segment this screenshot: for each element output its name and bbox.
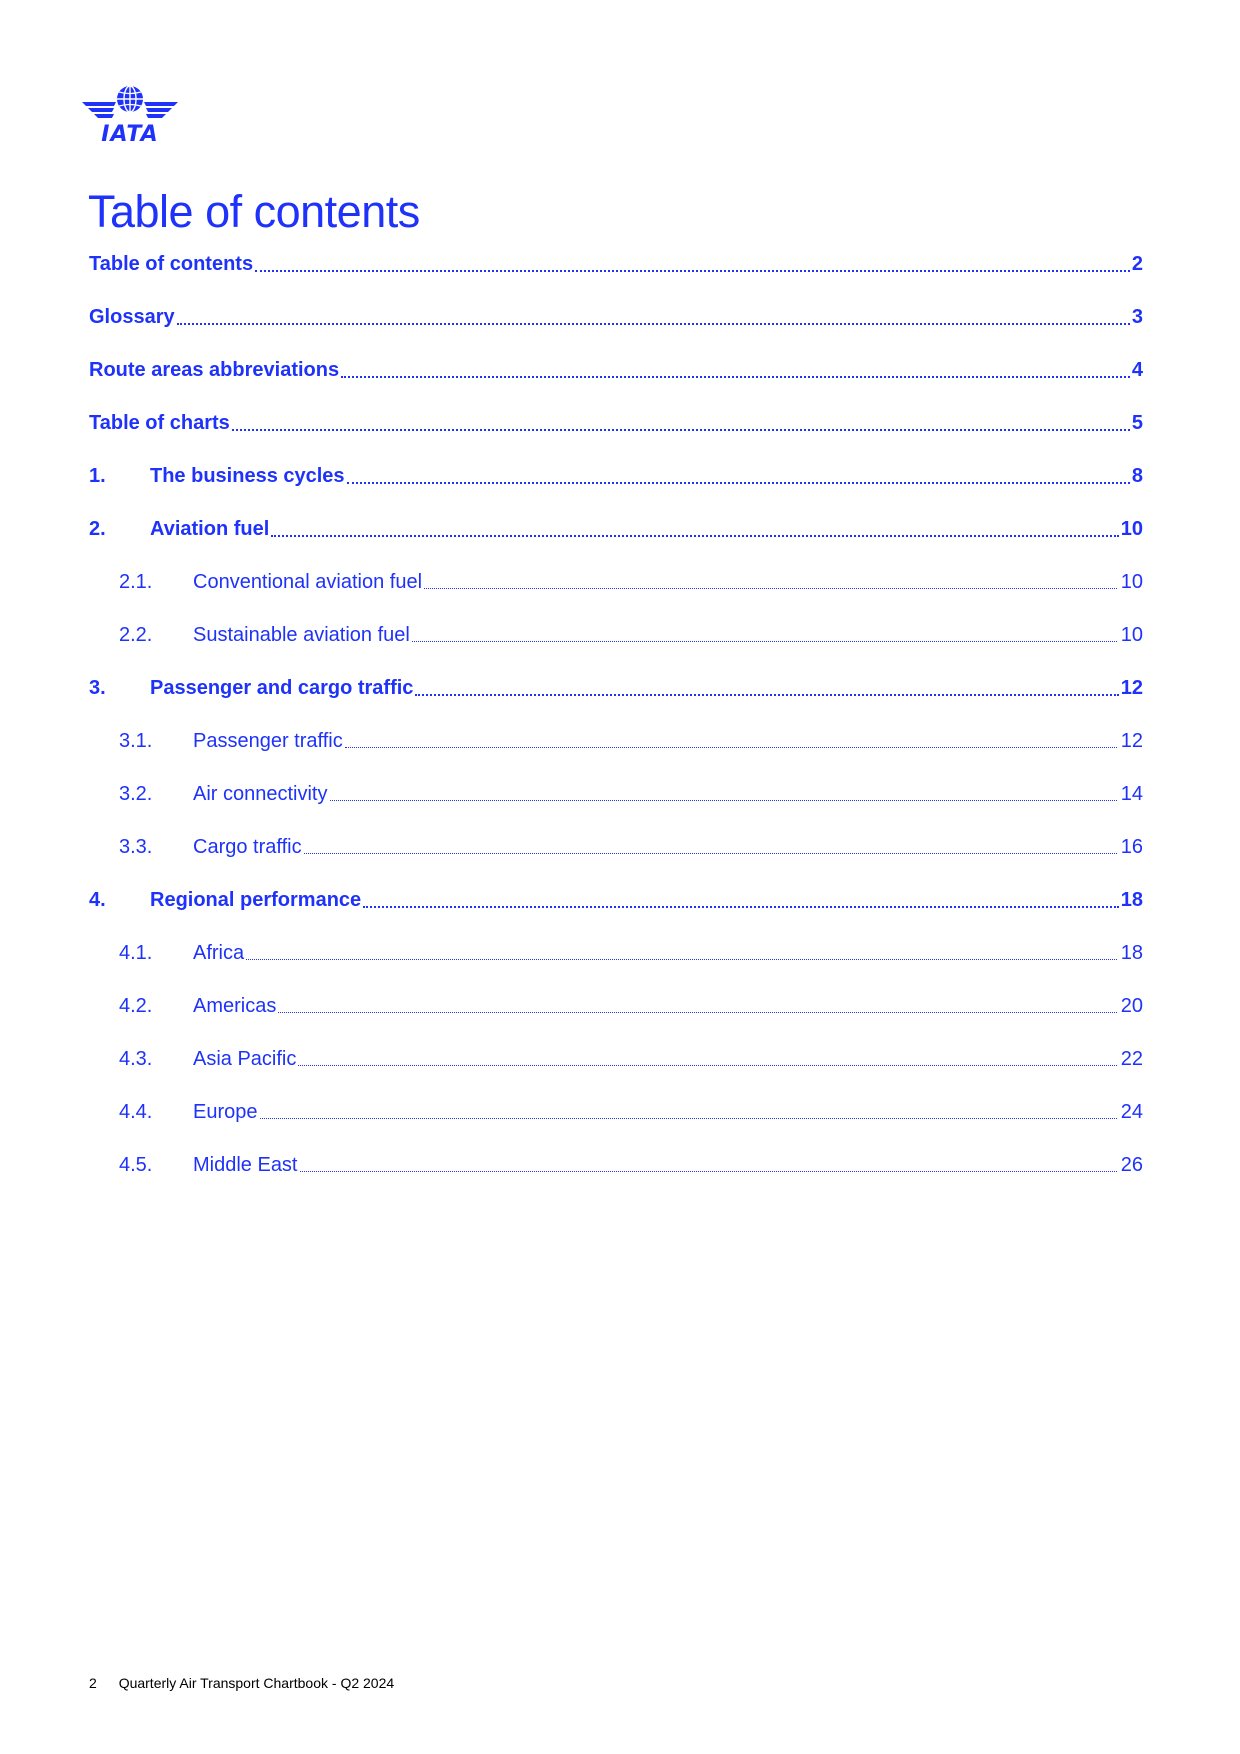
toc-entry-page[interactable]: 26	[1120, 1154, 1143, 1176]
toc-entry[interactable]	[89, 515, 1143, 568]
toc-entry[interactable]	[89, 939, 1143, 992]
toc-entry-page[interactable]: 24	[1120, 1101, 1143, 1123]
iata-logo	[80, 82, 180, 148]
toc-dot-leader	[300, 1151, 1117, 1172]
toc-entry[interactable]	[89, 621, 1143, 674]
toc-entry-page[interactable]: 2	[1131, 253, 1143, 275]
toc-entry-page[interactable]: 16	[1120, 836, 1143, 858]
toc-entry[interactable]	[89, 674, 1143, 727]
toc-entry-number: 4.3.	[119, 1048, 153, 1070]
toc-entry-title[interactable]: Africa	[193, 942, 245, 964]
toc-entry[interactable]	[89, 462, 1143, 515]
toc-dot-leader	[298, 1045, 1116, 1066]
footer-page-number: 2	[89, 1675, 97, 1691]
toc-dot-leader	[177, 303, 1130, 325]
globe-wings-icon	[80, 82, 180, 126]
toc-entry-page[interactable]: 3	[1131, 306, 1143, 328]
toc-entry-number: 2.	[89, 518, 106, 540]
toc-entry-number: 2.2.	[119, 624, 153, 646]
toc-entry-number: 4.5.	[119, 1154, 153, 1176]
toc-entry-number: 3.	[89, 677, 106, 699]
toc-entry[interactable]	[89, 780, 1143, 833]
toc-dot-leader	[304, 833, 1117, 854]
toc-entry-page[interactable]: 14	[1120, 783, 1143, 805]
toc-entry-title[interactable]: Table of contents	[89, 253, 254, 275]
toc-entry-number: 2.1.	[119, 571, 153, 593]
toc-entry[interactable]	[89, 409, 1143, 462]
toc-dot-leader	[255, 250, 1130, 272]
toc-entry-page[interactable]: 12	[1120, 677, 1143, 699]
toc-entry-title[interactable]: Sustainable aviation fuel	[193, 624, 410, 646]
toc-entry-number: 4.1.	[119, 942, 153, 964]
toc-entry[interactable]	[89, 250, 1143, 303]
toc-dot-leader	[330, 780, 1117, 801]
toc-dot-leader	[232, 409, 1130, 431]
toc-entry-page[interactable]: 20	[1120, 995, 1143, 1017]
toc-dot-leader	[363, 886, 1119, 908]
toc-entry-title[interactable]: Middle East	[193, 1154, 298, 1176]
toc-entry-title[interactable]: Glossary	[89, 306, 175, 328]
toc-entry-title[interactable]: Americas	[193, 995, 277, 1017]
toc-dot-leader	[260, 1098, 1117, 1119]
toc-entry[interactable]	[89, 1098, 1143, 1151]
page-title: Table of contents	[88, 186, 420, 237]
toc-entry-title[interactable]: Asia Pacific	[193, 1048, 297, 1070]
toc-entry[interactable]	[89, 356, 1143, 409]
toc-dot-leader	[345, 727, 1117, 748]
toc-entry-title[interactable]: Passenger traffic	[193, 730, 343, 752]
toc-entry[interactable]	[89, 886, 1143, 939]
toc-dot-leader	[271, 515, 1118, 537]
toc-entry[interactable]	[89, 992, 1143, 1045]
toc-dot-leader	[341, 356, 1130, 378]
toc-entry-title[interactable]: Air connectivity	[193, 783, 328, 805]
footer-document-title: Quarterly Air Transport Chartbook - Q2 2024	[118, 1675, 395, 1691]
toc-entry-title[interactable]: Regional performance	[150, 889, 362, 911]
toc-dot-leader	[415, 674, 1118, 696]
toc-entry-number: 4.	[89, 889, 106, 911]
toc-entry-title[interactable]: Conventional aviation fuel	[193, 571, 423, 593]
toc-entry-title[interactable]: Passenger and cargo traffic	[150, 677, 414, 699]
toc-entry[interactable]	[89, 1151, 1143, 1204]
toc-entry-page[interactable]: 10	[1120, 518, 1143, 540]
toc-entry-title[interactable]: Route areas abbreviations	[89, 359, 340, 381]
toc-entry-title[interactable]: Cargo traffic	[193, 836, 302, 858]
toc-entry-number: 3.3.	[119, 836, 153, 858]
toc-entry[interactable]	[89, 1045, 1143, 1098]
toc-entry-number: 1.	[89, 465, 106, 487]
toc-entry[interactable]	[89, 727, 1143, 780]
toc-entry-number: 4.4.	[119, 1101, 153, 1123]
toc-entry[interactable]	[89, 833, 1143, 886]
toc-entry-title[interactable]: Aviation fuel	[150, 518, 270, 540]
toc-dot-leader	[412, 621, 1117, 642]
page-footer	[89, 1675, 394, 1691]
toc-dot-leader	[424, 568, 1117, 589]
toc-dot-leader	[278, 992, 1116, 1013]
toc-entry[interactable]	[89, 568, 1143, 621]
toc-dot-leader	[347, 462, 1130, 484]
toc-entry-title[interactable]: Table of charts	[89, 412, 230, 434]
toc-entry-page[interactable]: 10	[1120, 571, 1143, 593]
iata-logo-text: IATA	[101, 122, 159, 147]
toc-entry-page[interactable]: 18	[1120, 942, 1143, 964]
toc-entry-title[interactable]: Europe	[193, 1101, 258, 1123]
toc-entry-number: 4.2.	[119, 995, 153, 1017]
toc-entry-page[interactable]: 8	[1131, 465, 1143, 487]
toc-entry-page[interactable]: 12	[1120, 730, 1143, 752]
toc-entry-title[interactable]: The business cycles	[150, 465, 345, 487]
toc-entry[interactable]	[89, 303, 1143, 356]
toc-entry-number: 3.2.	[119, 783, 153, 805]
toc-entry-page[interactable]: 5	[1131, 412, 1143, 434]
toc-dot-leader	[246, 939, 1117, 960]
toc-entry-page[interactable]: 10	[1120, 624, 1143, 646]
table-of-contents	[89, 250, 1143, 1204]
toc-entry-page[interactable]: 4	[1131, 359, 1143, 381]
toc-entry-page[interactable]: 22	[1120, 1048, 1143, 1070]
toc-entry-page[interactable]: 18	[1120, 889, 1143, 911]
toc-entry-number: 3.1.	[119, 730, 153, 752]
